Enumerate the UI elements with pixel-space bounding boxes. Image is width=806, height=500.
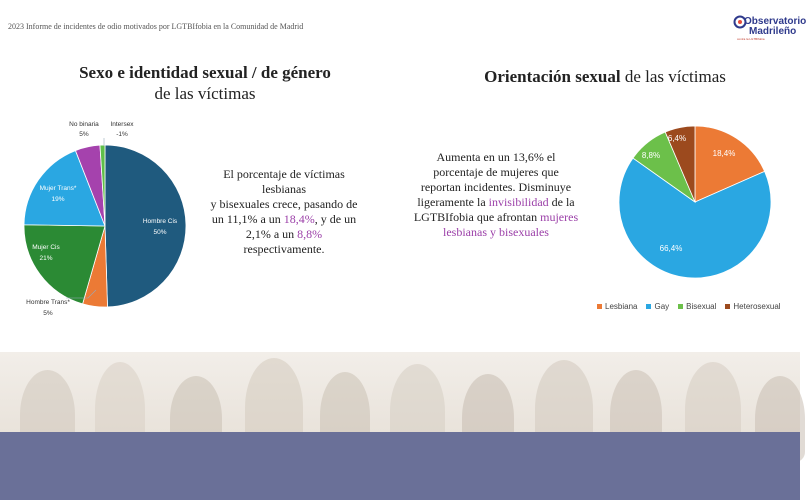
pie-value-no-binaria: 5% — [79, 131, 89, 138]
footer-band — [0, 432, 800, 500]
gender-identity-pie-chart — [0, 110, 200, 325]
pie-label-mujer-trans: Mujer Trans* — [39, 185, 77, 192]
pie-value-bisexual: 8,8% — [641, 151, 661, 160]
pie-slice-hombre-cis — [105, 145, 186, 307]
right-para-t1: Aumenta en un 13,6% el porcentaje de mujeres que reportan incidentes. Disminuye ligeramente la — [417, 150, 572, 209]
legend-label-gay: Gay — [654, 302, 670, 311]
left-paragraph — [205, 167, 363, 257]
pie-value-hombre-trans: 5% — [43, 310, 53, 317]
decorative-people-band — [0, 352, 800, 432]
left-chart-title — [30, 62, 380, 104]
left-para-t3: , y de un 2,1% a un — [245, 212, 357, 241]
legend-swatch-gay — [646, 304, 651, 309]
pie-value-lesbiana: 18,4% — [712, 149, 736, 158]
logo-line1: Observatorio — [744, 16, 806, 27]
pie-value-gay: 66,4% — [659, 244, 683, 253]
left-title-normal: de las víctimas — [154, 84, 256, 103]
pie-value-mujer-trans: 19% — [51, 196, 65, 203]
left-para-t4: respectivamente. — [243, 242, 325, 256]
right-title-normal: de las víctimas — [620, 67, 726, 86]
right-chart-title — [430, 67, 780, 87]
legend-item-bisexual — [678, 302, 716, 311]
right-paragraph — [412, 150, 580, 240]
legend-item-heterosexual — [725, 302, 780, 311]
sexual-orientation-pie-chart — [590, 118, 800, 288]
right-para-t2: de la LGTBIfobia que afrontan — [413, 195, 575, 224]
left-para-t1: El porcentaje de víctimas lesbianas — [223, 167, 345, 196]
left-para-t2: y bisexuales crece, pasando de un 11,1% a un — [210, 197, 358, 226]
legend-label-heterosexual: Heterosexual — [733, 302, 781, 311]
pie-value-hombre-cis: 50% — [153, 229, 167, 236]
left-para-highlight-1: 18,4% — [283, 212, 315, 226]
pie-label-hombre-cis: Hombre Cis — [142, 218, 178, 225]
legend-item-gay — [646, 302, 669, 311]
legend-swatch-lesbiana — [597, 304, 602, 309]
right-title-bold: Orientación sexual — [484, 67, 621, 86]
logo-tagline: contra la LGTBIfobia — [737, 37, 765, 41]
logo-line2: Madrileño — [749, 26, 797, 37]
observatorio-logo — [733, 14, 806, 41]
right-para-highlight-1: invisibilidad — [488, 195, 549, 209]
legend-label-lesbiana: Lesbiana — [605, 302, 638, 311]
legend-swatch-heterosexual — [725, 304, 730, 309]
pie-value-heterosexual: 6,4% — [667, 134, 687, 143]
legend-label-bisexual: Bisexual — [686, 302, 717, 311]
legend-swatch-bisexual — [678, 304, 683, 309]
pie-value-mujer-cis: 21% — [39, 255, 53, 262]
left-title-bold: Sexo e identidad sexual / de género — [79, 63, 331, 82]
pie-value-intersex: -1% — [116, 131, 128, 138]
report-header-title: 2023 Informe de incidentes de odio motivados por LGTBIfobia en la Comunidad de Madrid — [8, 22, 304, 31]
pie-label-intersex: Intersex — [110, 121, 134, 128]
left-para-highlight-2: 8,8% — [297, 227, 323, 241]
legend-item-lesbiana — [597, 302, 637, 311]
orientation-legend — [597, 302, 781, 311]
right-para-highlight-2: mujeres lesbianas y bisexuales — [443, 210, 579, 239]
pie-label-hombre-trans: Hombre Trans* — [26, 299, 70, 306]
pie-label-no-binaria: No binaria — [69, 121, 99, 128]
pie-label-mujer-cis: Mujer Cis — [32, 244, 60, 251]
